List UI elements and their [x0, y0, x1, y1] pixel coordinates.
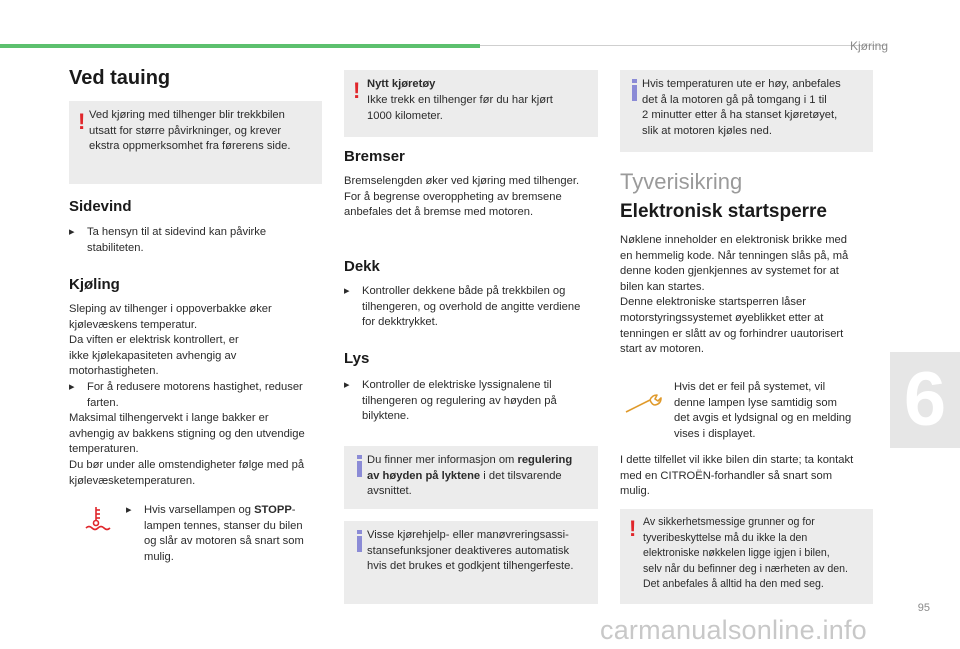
chapter-tab	[890, 352, 960, 448]
triangle-bullet-icon: ▸	[126, 504, 132, 516]
lamp-note-text-bold: STOPP	[254, 504, 292, 516]
lamp-note-text-post: - lampen tennes, stanser du bilen og slår av motoren så snart som mulig.	[144, 504, 304, 563]
info-icon	[354, 530, 366, 552]
section-label: Kjøring	[849, 39, 888, 53]
coolant-temperature-icon	[83, 505, 113, 533]
info-text-post: i det tilsvarende avsnittet.	[367, 469, 562, 498]
heading-bremser: Bremser	[344, 148, 405, 165]
warning-text: Ved kjøring med tilhenger blir trekkbilen utsatt for større påvirkninger, og krever ekstra oppmerksomhet fra førerens side.	[89, 109, 291, 153]
lys-text: Kontroller de elektriske lyssignalene til tilhengeren og regulering av høyden på bilyktene.	[362, 379, 557, 423]
warning-text-key: Av sikkerhetsmessige grunner og for tyveribeskyttelse må du ikke la den elektroniske nøkkelen ligge igjen i bilen, selv når du befinner deg i nærheten av den. Det anbefales å alltid ha den med seg.	[643, 516, 848, 591]
startsperre-paragraph: Nøklene inneholder en elektronisk brikke med en hemmelig kode. Når tenningen slås på, må denne koden gjenkjennes av systemet for at bilen kan startes. Denne elektroniske startsperren låser motorstyringssystemet øyeblikket etter at tenningen er slått av og forhindrer uautorisert start av motoren.	[620, 234, 849, 356]
new-vehicle-text: Ikke trekk en tilhenger før du har kjørt 1000 kilometer.	[367, 94, 553, 122]
info-text-pre: Du finner mer informasjon om	[367, 454, 518, 466]
no-start-text	[620, 453, 885, 500]
new-vehicle-title: Nytt kjøretøy	[367, 78, 436, 90]
info-text-bold: regulering av høyden på lyktene	[367, 454, 573, 482]
info-box-driving-aids	[344, 521, 598, 604]
info-text-headlights	[367, 453, 595, 500]
no-start-paragraph: I dette tilfellet vil ikke bilen din starte; ta kontakt med en CITROËN-forhandler så snart som mulig.	[620, 454, 854, 498]
kjoling-body	[69, 302, 334, 489]
wrench-service-icon	[624, 393, 662, 415]
lys-item	[344, 378, 604, 425]
heading-tyverisikring: Tyverisikring	[620, 169, 743, 194]
heading-elektronisk-startsperre: Elektronisk startsperre	[620, 201, 827, 222]
info-text-idle: Hvis temperaturen ute er høy, anbefales det å la motoren gå på tomgang i 1 til 2 minutter etter å ha stanset kjøretøyet, slik at motoren kjøles ned.	[642, 78, 841, 137]
fault-note-text: Hvis det er feil på systemet, vil denne lampen lyse samtidig som det avgis et lydsignal og en melding vises i displayet.	[674, 381, 852, 440]
warning-box-key	[620, 509, 873, 604]
top-accent-bar	[0, 44, 480, 48]
bremser-paragraph: Bremselengden øker ved kjøring med tilhenger. For å begrense overoppheting av bremsene anbefales det å bremse med motoren.	[344, 175, 580, 219]
warning-icon: !	[78, 109, 86, 134]
info-icon	[629, 79, 641, 101]
chapter-number: 6	[903, 357, 947, 442]
dekk-item	[344, 284, 606, 331]
bremser-text	[344, 174, 604, 221]
warning-icon: !	[629, 516, 637, 541]
warning-icon: !	[353, 78, 361, 103]
triangle-bullet-icon: ▸	[344, 285, 350, 297]
info-icon	[354, 455, 366, 477]
lamp-note	[126, 503, 326, 565]
startsperre-text	[620, 233, 882, 358]
triangle-bullet-icon: ▸	[69, 226, 75, 238]
fault-note	[674, 380, 874, 442]
info-box-headlights	[344, 446, 598, 509]
heading-dekk: Dekk	[344, 258, 380, 275]
sidevind-text: Ta hensyn til at sidevind kan påvirke stabiliteten.	[87, 226, 267, 254]
kjoling-paragraph-1: Sleping av tilhenger i oppoverbakke øker kjølevæskens temperatur. Da viften er elektrisk kontrollert, er ikke kjølekapasiteten avhengig av motorhastigheten.	[69, 303, 272, 378]
triangle-bullet-icon: ▸	[344, 379, 350, 391]
heading-sidevind: Sidevind	[69, 198, 132, 215]
lamp-note-text-pre: Hvis varsellampen og	[144, 504, 255, 516]
info-text-driving-aids: Visse kjørehjelp- eller manøvreringsassi- stansefunksjoner deaktiveres automatisk hvis det brukes et godkjent tilhengerfeste.	[367, 529, 574, 573]
heading-lys: Lys	[344, 350, 370, 367]
dekk-text: Kontroller dekkene både på trekkbilen og tilhengeren, og overhold de angitte verdiene for dekktrykket.	[362, 285, 581, 329]
sidevind-item	[69, 225, 329, 256]
page-number: 95	[917, 602, 930, 614]
kjoling-bullet-text: For å redusere motorens hastighet, reduser farten.	[87, 380, 303, 409]
warning-box-towing	[69, 101, 322, 184]
triangle-bullet-icon: ▸	[69, 380, 75, 393]
info-box-idle	[620, 70, 873, 152]
warning-box-new-vehicle	[344, 70, 598, 137]
heading-kjoling: Kjøling	[69, 276, 120, 293]
kjoling-paragraph-2: Maksimal tilhengervekt i lange bakker er avhengig av bakkens stigning og den utvendige temperaturen. Du bør under alle omstendigheter følge med på kjølevæsketemperaturen.	[69, 412, 305, 487]
page-title: Ved tauing	[69, 67, 171, 89]
watermark: carmanualsonline.info	[600, 615, 867, 645]
